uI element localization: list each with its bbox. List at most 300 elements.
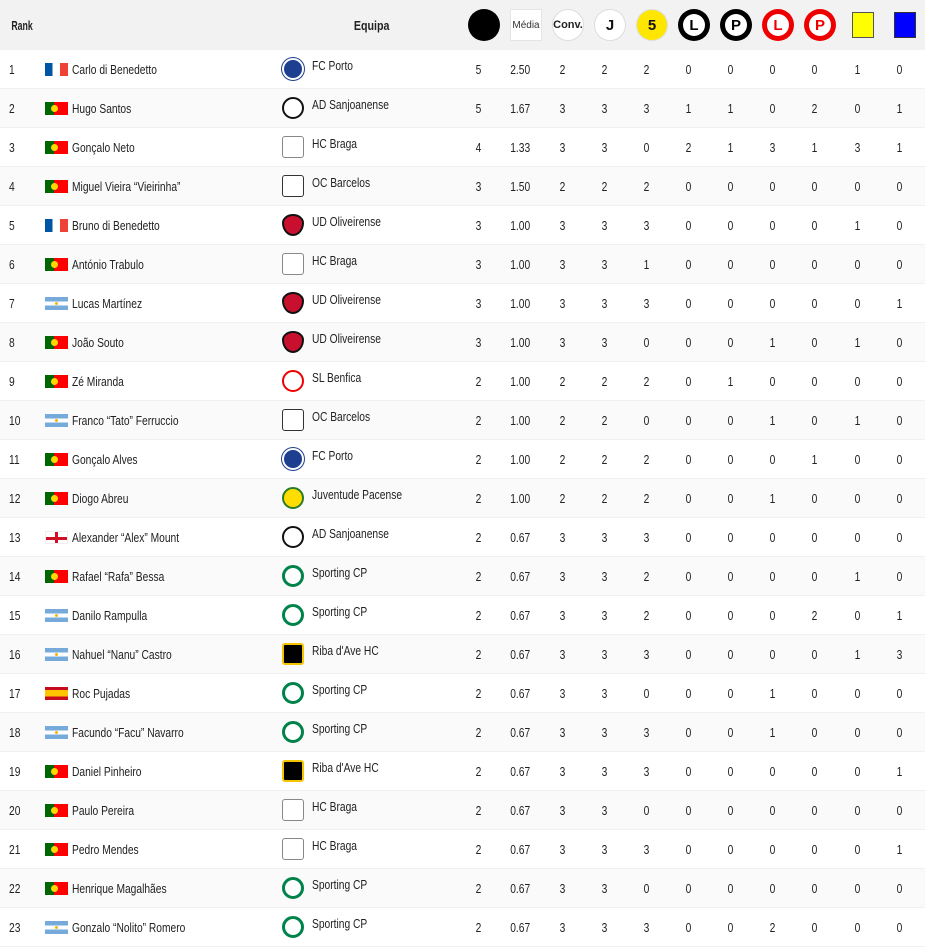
player-name[interactable]: Pedro Mendes — [72, 842, 139, 857]
blue-card-cell: 1 — [896, 296, 902, 311]
games-cell: 3 — [601, 569, 607, 584]
team-name[interactable]: Sporting CP — [312, 916, 368, 931]
rank-cell: 20 — [9, 803, 21, 818]
table-row[interactable] — [0, 596, 925, 635]
yellow-card-cell: 0 — [854, 725, 860, 740]
black-l-cell: 0 — [685, 608, 691, 623]
red-l-cell: 0 — [769, 296, 775, 311]
yellow-card-cell: 0 — [854, 257, 860, 272]
black-p-cell: 0 — [727, 647, 733, 662]
table-row[interactable] — [0, 128, 925, 167]
black-l-icon: L — [678, 9, 710, 41]
table-row[interactable] — [0, 323, 925, 362]
red-l-header[interactable] — [762, 0, 794, 50]
red-l-cell: 0 — [769, 803, 775, 818]
table-row[interactable] — [0, 713, 925, 752]
red-p-cell: 0 — [811, 686, 817, 701]
black-l-cell: 0 — [685, 335, 691, 350]
media-cell: 0.67 — [510, 725, 530, 740]
red-p-icon: P — [804, 9, 836, 41]
goals-cell: 2 — [475, 842, 481, 857]
red-p-cell: 0 — [811, 296, 817, 311]
player-name[interactable]: Franco “Tato” Ferruccio — [72, 413, 179, 428]
goals-cell: 3 — [475, 296, 481, 311]
five-cell: 2 — [643, 608, 649, 623]
rank-cell: 22 — [9, 881, 21, 896]
red-p-header[interactable] — [804, 0, 836, 50]
player-name[interactable]: Nahuel “Nanu” Castro — [72, 647, 172, 662]
black-p-cell: 0 — [727, 842, 733, 857]
goals-cell: 2 — [475, 491, 481, 506]
player-name[interactable]: Henrique Magalhães — [72, 881, 167, 896]
table-row[interactable] — [0, 869, 925, 908]
rank-cell: 15 — [9, 608, 21, 623]
player-name[interactable]: Carlo di Benedetto — [72, 62, 157, 77]
blue-card-cell: 0 — [896, 491, 902, 506]
flag-ar-icon — [45, 297, 68, 310]
rank-cell: 2 — [9, 101, 15, 116]
player-name[interactable]: Gonçalo Alves — [72, 452, 138, 467]
media-cell: 1.50 — [510, 179, 530, 194]
blue-card-cell: 1 — [896, 608, 902, 623]
goals-cell: 3 — [475, 335, 481, 350]
goals-cell: 2 — [475, 452, 481, 467]
conv-cell: 2 — [559, 62, 565, 77]
goals-cell: 3 — [475, 179, 481, 194]
games-cell: 3 — [601, 881, 607, 896]
team-name[interactable]: HC Braga — [312, 253, 358, 268]
conv-cell: 3 — [559, 530, 565, 545]
yellow-card-cell: 0 — [854, 686, 860, 701]
blue-card-icon — [894, 12, 916, 38]
rank-cell: 8 — [9, 335, 15, 350]
goals-cell: 2 — [475, 608, 481, 623]
conv-cell: 3 — [559, 569, 565, 584]
blue-card-cell: 0 — [896, 257, 902, 272]
flag-pt-icon — [45, 882, 68, 895]
five-cell: 3 — [643, 725, 649, 740]
goals-cell: 2 — [475, 413, 481, 428]
flag-ar-icon — [45, 726, 68, 739]
red-p-cell: 0 — [811, 179, 817, 194]
table-row[interactable] — [0, 245, 925, 284]
player-name[interactable]: Facundo “Facu” Navarro — [72, 725, 184, 740]
table-row[interactable] — [0, 557, 925, 596]
red-p-cell: 0 — [811, 764, 817, 779]
team-name[interactable]: HC Braga — [312, 136, 358, 151]
team-header[interactable]: Equipa — [354, 17, 390, 33]
team-name[interactable]: Riba d'Ave HC — [312, 760, 379, 775]
black-l-cell: 0 — [685, 569, 691, 584]
red-l-cell: 1 — [769, 413, 775, 428]
black-l-cell: 0 — [685, 374, 691, 389]
black-l-cell: 1 — [685, 101, 691, 116]
games-cell: 3 — [601, 530, 607, 545]
goals-cell: 2 — [475, 530, 481, 545]
black-p-cell: 0 — [727, 725, 733, 740]
yellow-card-icon — [852, 12, 874, 38]
team-name[interactable]: OC Barcelos — [312, 175, 371, 190]
games-cell: 2 — [601, 452, 607, 467]
table-row[interactable] — [0, 674, 925, 713]
blue-card-cell: 0 — [896, 452, 902, 467]
five-cell: 3 — [643, 101, 649, 116]
yellow-card-cell: 1 — [854, 218, 860, 233]
yellow-card-cell: 0 — [854, 491, 860, 506]
red-l-cell: 0 — [769, 218, 775, 233]
blue-card-cell: 0 — [896, 803, 902, 818]
red-l-cell: 0 — [769, 62, 775, 77]
goals-cell: 5 — [475, 62, 481, 77]
games-cell: 3 — [601, 803, 607, 818]
five-cell: 3 — [643, 218, 649, 233]
black-p-cell: 0 — [727, 803, 733, 818]
player-name[interactable]: Danilo Rampulla — [72, 608, 148, 623]
conv-cell: 3 — [559, 686, 565, 701]
five-cell: 0 — [643, 413, 649, 428]
blue-card-cell: 0 — [896, 413, 902, 428]
black-l-header[interactable] — [678, 0, 710, 50]
red-p-cell: 0 — [811, 881, 817, 896]
table-row[interactable] — [0, 479, 925, 518]
team-juv-logo-icon — [282, 487, 304, 509]
table-row[interactable] — [0, 752, 925, 791]
team-name[interactable]: UD Oliveirense — [312, 331, 381, 346]
team-name[interactable]: FC Porto — [312, 58, 354, 73]
yellow-card-cell: 3 — [854, 140, 860, 155]
red-l-cell: 0 — [769, 374, 775, 389]
conv-cell: 3 — [559, 257, 565, 272]
player-name[interactable]: João Souto — [72, 335, 124, 350]
goals-cell: 2 — [475, 881, 481, 896]
team-sanj-logo-icon — [282, 97, 304, 119]
team-sanj-logo-icon — [282, 526, 304, 548]
table-row[interactable] — [0, 362, 925, 401]
five-cell: 3 — [643, 842, 649, 857]
black-l-cell: 2 — [685, 140, 691, 155]
media-cell: 1.00 — [510, 452, 530, 467]
flag-fr-icon — [45, 219, 68, 232]
conv-cell: 2 — [559, 374, 565, 389]
flag-ar-icon — [45, 609, 68, 622]
team-barcelos-logo-icon — [282, 409, 304, 431]
flag-en-icon — [45, 531, 68, 544]
media-cell: 1.00 — [510, 491, 530, 506]
team-name[interactable]: FC Porto — [312, 448, 354, 463]
black-l-cell: 0 — [685, 179, 691, 194]
table-row[interactable] — [0, 167, 925, 206]
media-cell: 1.00 — [510, 335, 530, 350]
table-row[interactable] — [0, 401, 925, 440]
team-name[interactable]: Sporting CP — [312, 877, 368, 892]
team-name[interactable]: UD Oliveirense — [312, 292, 381, 307]
conv-cell: 3 — [559, 608, 565, 623]
games-cell: 3 — [601, 920, 607, 935]
player-name[interactable]: Alexander “Alex” Mount — [72, 530, 180, 545]
blue-card-cell: 0 — [896, 725, 902, 740]
player-name[interactable]: Zé Miranda — [72, 374, 124, 389]
team-name[interactable]: AD Sanjoanense — [312, 97, 389, 112]
blue-card-cell: 1 — [896, 764, 902, 779]
conv-cell: 3 — [559, 842, 565, 857]
player-name[interactable]: Gonçalo Neto — [72, 140, 135, 155]
red-l-cell: 0 — [769, 530, 775, 545]
yellow-card-cell: 1 — [854, 569, 860, 584]
media-cell: 1.00 — [510, 413, 530, 428]
conv-cell: 2 — [559, 413, 565, 428]
black-p-icon: P — [720, 9, 752, 41]
black-p-cell: 0 — [727, 608, 733, 623]
goals-header[interactable] — [468, 0, 500, 50]
rank-cell: 21 — [9, 842, 21, 857]
team-name[interactable]: UD Oliveirense — [312, 214, 381, 229]
five-cell: 2 — [643, 374, 649, 389]
flag-pt-icon — [45, 570, 68, 583]
conv-cell: 3 — [559, 725, 565, 740]
black-l-cell: 0 — [685, 491, 691, 506]
rank-cell: 4 — [9, 179, 15, 194]
player-name[interactable]: Miguel Vieira “Vieirinha” — [72, 179, 181, 194]
goals-cell: 2 — [475, 569, 481, 584]
yellow-card-cell: 1 — [854, 647, 860, 662]
black-l-cell: 0 — [685, 218, 691, 233]
blue-card-cell: 0 — [896, 920, 902, 935]
team-braga-logo-icon — [282, 799, 304, 821]
rank-cell: 6 — [9, 257, 15, 272]
flag-ar-icon — [45, 921, 68, 934]
table-header — [0, 0, 925, 50]
red-l-icon: L — [762, 9, 794, 41]
table-row[interactable] — [0, 284, 925, 323]
team-name[interactable]: OC Barcelos — [312, 409, 371, 424]
rank-cell: 3 — [9, 140, 15, 155]
black-p-cell: 0 — [727, 764, 733, 779]
red-p-cell: 1 — [811, 140, 817, 155]
black-l-cell: 0 — [685, 686, 691, 701]
goals-cell: 2 — [475, 764, 481, 779]
red-l-cell: 1 — [769, 491, 775, 506]
team-name[interactable]: HC Braga — [312, 799, 358, 814]
yellow-card-cell: 0 — [854, 179, 860, 194]
conv-label: Conv. — [552, 9, 584, 41]
media-label: Média — [510, 9, 542, 41]
yellow-card-cell: 0 — [854, 842, 860, 857]
black-p-cell: 0 — [727, 686, 733, 701]
five-cell: 3 — [643, 920, 649, 935]
red-l-cell: 0 — [769, 257, 775, 272]
table-row[interactable] — [0, 440, 925, 479]
team-braga-logo-icon — [282, 838, 304, 860]
table-row[interactable] — [0, 518, 925, 557]
rank-header[interactable]: Rank — [11, 17, 33, 33]
red-p-cell: 0 — [811, 803, 817, 818]
black-l-cell: 0 — [685, 413, 691, 428]
media-cell: 1.67 — [510, 101, 530, 116]
rank-cell: 14 — [9, 569, 21, 584]
team-benfica-logo-icon — [282, 370, 304, 392]
team-braga-logo-icon — [282, 136, 304, 158]
rank-cell: 7 — [9, 296, 15, 311]
table-row[interactable] — [0, 791, 925, 830]
black-l-cell: 0 — [685, 296, 691, 311]
yellow-card-cell: 0 — [854, 881, 860, 896]
table-row[interactable] — [0, 89, 925, 128]
black-p-cell: 0 — [727, 881, 733, 896]
table-row[interactable] — [0, 635, 925, 674]
black-p-cell: 0 — [727, 257, 733, 272]
goals-cell: 2 — [475, 647, 481, 662]
goals-cell: 5 — [475, 101, 481, 116]
player-name[interactable]: Hugo Santos — [72, 101, 132, 116]
goals-cell: 2 — [475, 803, 481, 818]
blue-card-cell: 1 — [896, 101, 902, 116]
yellow-card-cell: 0 — [854, 101, 860, 116]
black-l-cell: 0 — [685, 920, 691, 935]
conv-cell: 3 — [559, 647, 565, 662]
media-header[interactable] — [510, 0, 542, 50]
red-l-cell: 1 — [769, 725, 775, 740]
games-cell: 2 — [601, 374, 607, 389]
black-l-cell: 0 — [685, 881, 691, 896]
table-row[interactable] — [0, 908, 925, 947]
games-cell: 2 — [601, 413, 607, 428]
player-name[interactable]: Roc Pujadas — [72, 686, 131, 701]
black-p-cell: 0 — [727, 530, 733, 545]
flag-pt-icon — [45, 492, 68, 505]
team-name[interactable]: Riba d'Ave HC — [312, 643, 379, 658]
yellow-card-cell: 0 — [854, 452, 860, 467]
games-cell: 3 — [601, 335, 607, 350]
five-cell: 1 — [643, 257, 649, 272]
black-p-cell: 0 — [727, 218, 733, 233]
black-l-cell: 0 — [685, 842, 691, 857]
flag-pt-icon — [45, 843, 68, 856]
black-p-cell: 0 — [727, 179, 733, 194]
media-cell: 0.67 — [510, 608, 530, 623]
red-p-cell: 0 — [811, 257, 817, 272]
player-name[interactable]: Diogo Abreu — [72, 491, 129, 506]
team-riba-logo-icon — [282, 760, 304, 782]
games-cell: 2 — [601, 179, 607, 194]
conv-cell: 2 — [559, 179, 565, 194]
team-name[interactable]: Juventude Pacense — [312, 487, 403, 502]
media-cell: 0.67 — [510, 647, 530, 662]
red-l-cell: 0 — [769, 452, 775, 467]
red-p-cell: 2 — [811, 608, 817, 623]
player-name[interactable]: Gonzalo “Nolito” Romero — [72, 920, 186, 935]
player-name[interactable]: Lucas Martínez — [72, 296, 143, 311]
team-name[interactable]: Sporting CP — [312, 682, 368, 697]
team-name[interactable]: Sporting CP — [312, 565, 368, 580]
rank-cell: 12 — [9, 491, 21, 506]
media-cell: 0.67 — [510, 920, 530, 935]
five-cell: 0 — [643, 803, 649, 818]
media-cell: 2.50 — [510, 62, 530, 77]
player-name[interactable]: Paulo Pereira — [72, 803, 135, 818]
conv-cell: 3 — [559, 803, 565, 818]
table-row[interactable] — [0, 830, 925, 869]
yellow-card-cell: 0 — [854, 530, 860, 545]
yellow-card-cell: 1 — [854, 413, 860, 428]
rank-cell: 10 — [9, 413, 21, 428]
goals-cell: 3 — [475, 218, 481, 233]
flag-es-icon — [45, 687, 68, 700]
conv-cell: 3 — [559, 920, 565, 935]
red-l-cell: 0 — [769, 569, 775, 584]
blue-card-cell: 1 — [896, 140, 902, 155]
team-name[interactable]: SL Benfica — [312, 370, 362, 385]
rank-cell: 18 — [9, 725, 21, 740]
games-cell: 3 — [601, 725, 607, 740]
black-p-cell: 0 — [727, 62, 733, 77]
red-p-cell: 0 — [811, 335, 817, 350]
media-cell: 1.00 — [510, 296, 530, 311]
table-row[interactable] — [0, 206, 925, 245]
yellow-card-cell: 0 — [854, 374, 860, 389]
red-l-cell: 3 — [769, 140, 775, 155]
table-row[interactable] — [0, 50, 925, 89]
blue-card-cell: 0 — [896, 179, 902, 194]
five-cell: 0 — [643, 335, 649, 350]
player-name[interactable]: Daniel Pinheiro — [72, 764, 142, 779]
red-p-cell: 0 — [811, 374, 817, 389]
flag-pt-icon — [45, 336, 68, 349]
blue-card-cell: 3 — [896, 647, 902, 662]
blue-card-header[interactable] — [889, 0, 921, 50]
player-name[interactable]: António Trabulo — [72, 257, 144, 272]
games-cell: 3 — [601, 101, 607, 116]
rank-cell: 13 — [9, 530, 21, 545]
media-cell: 1.00 — [510, 374, 530, 389]
player-name[interactable]: Bruno di Benedetto — [72, 218, 160, 233]
team-name[interactable]: AD Sanjoanense — [312, 526, 389, 541]
games-header[interactable] — [594, 0, 626, 50]
team-oliv-logo-icon — [282, 331, 304, 353]
conv-header[interactable] — [552, 0, 584, 50]
team-name[interactable]: Sporting CP — [312, 604, 368, 619]
black-p-header[interactable] — [720, 0, 752, 50]
red-p-cell: 1 — [811, 452, 817, 467]
team-name[interactable]: Sporting CP — [312, 721, 368, 736]
red-p-cell: 0 — [811, 725, 817, 740]
media-cell: 0.67 — [510, 803, 530, 818]
black-p-cell: 0 — [727, 452, 733, 467]
five-cell: 3 — [643, 647, 649, 662]
rank-cell: 11 — [9, 452, 20, 467]
games-cell: 3 — [601, 608, 607, 623]
table-body — [0, 50, 925, 947]
yellow-card-cell: 0 — [854, 608, 860, 623]
yellow-card-header[interactable] — [847, 0, 879, 50]
black-p-cell: 0 — [727, 491, 733, 506]
goals-cell: 2 — [475, 725, 481, 740]
rank-cell: 5 — [9, 218, 15, 233]
red-p-cell: 0 — [811, 920, 817, 935]
red-p-cell: 0 — [811, 491, 817, 506]
player-name[interactable]: Rafael “Rafa” Bessa — [72, 569, 165, 584]
conv-cell: 3 — [559, 296, 565, 311]
blue-card-cell: 0 — [896, 686, 902, 701]
five-cell: 2 — [643, 452, 649, 467]
black-p-cell: 1 — [727, 140, 733, 155]
media-cell: 1.33 — [510, 140, 530, 155]
red-l-cell: 2 — [769, 920, 775, 935]
black-l-cell: 0 — [685, 452, 691, 467]
five-header[interactable] — [636, 0, 668, 50]
team-oliv-logo-icon — [282, 214, 304, 236]
black-p-cell: 0 — [727, 296, 733, 311]
team-name[interactable]: HC Braga — [312, 838, 358, 853]
